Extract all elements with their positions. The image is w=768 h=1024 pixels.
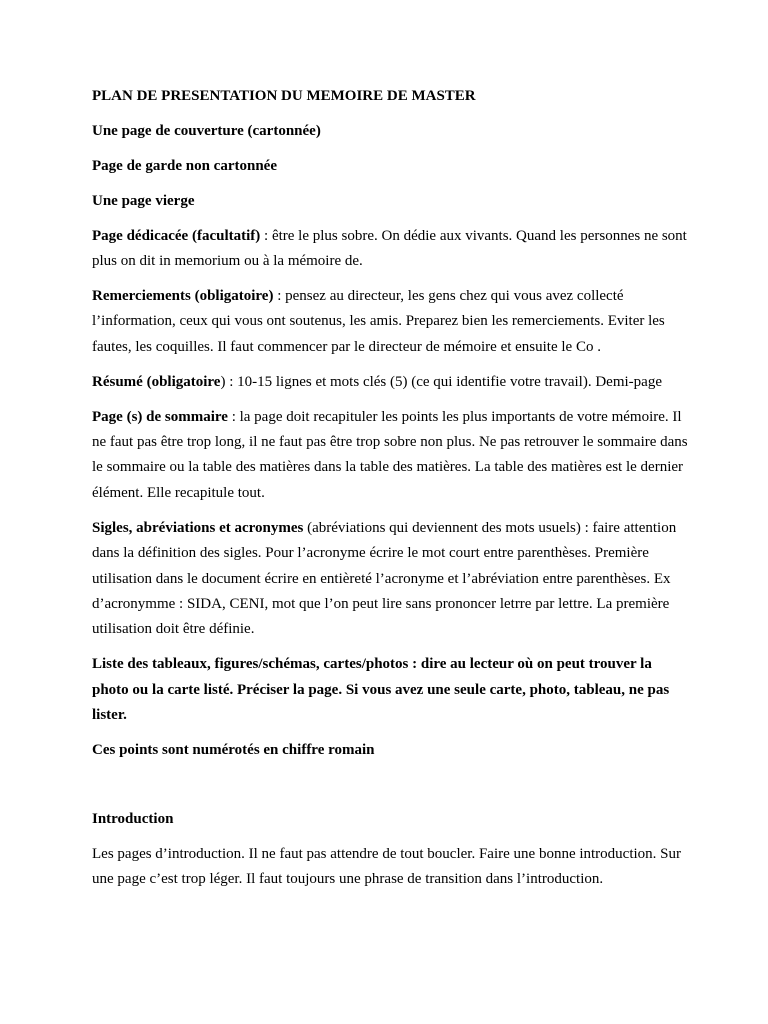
paragraph-sigles: [92, 516, 692, 643]
item-page-vierge: Une page vierge: [92, 192, 195, 209]
dedicace-text: : être le plus sobre. On dédie aux vivants. Quand les personnes ne sont plus on dit in memorium ou à la mémoire de.: [92, 227, 687, 270]
dedicace-heading: Page dédicacée (facultatif): [92, 227, 261, 244]
document-title: PLAN DE PRESENTATION DU MEMOIRE DE MASTER: [92, 88, 476, 104]
item-couverture: Une page de couverture (cartonnée): [92, 122, 321, 139]
sommaire-heading: Page (s) de sommaire: [92, 408, 228, 425]
item-page-de-garde: Page de garde non cartonnée: [92, 157, 277, 174]
sigles-heading: Sigles, abréviations et acronymes: [92, 519, 304, 536]
remerciements-text: : pensez au directeur, les gens chez qui vous avez collecté l’information, ceux qui vous ont soutenus, les amis. Preparez bien les remerciements. Eviter les fautes, les coquilles. Il faut commencer par le directeur de mémoire et ensuite le Co .: [92, 287, 665, 355]
section-spacer: [92, 773, 692, 807]
remerciements-heading: Remerciements (obligatoire): [92, 287, 274, 304]
introduction-heading: Introduction: [92, 810, 174, 827]
paragraph-dedicace: [92, 224, 692, 275]
resume-heading: Résumé (obligatoire: [92, 373, 221, 390]
sommaire-text: : la page doit recapituler les points les plus importants de votre mémoire. Il ne faut pas être trop long, il ne faut pas être trop sobre non plus. Ne pas retrouver le sommaire dans le sommaire ou la table des matières dans la table des matières. La table des matières est le dernier élément. Elle recapitule tout.: [92, 408, 688, 501]
sigles-text: (abréviations qui deviennent des mots usuels) : faire attention dans la définition des sigles. Pour l’acronyme écrire le mot court entre parenthèses. Première utilisation dans le document écrire en entièreté l’acronyme et l’abréviation entre parenthèses. Ex d’acronymme : SIDA, CENI, mot que l’on peut lire sans prononcer letrre par lettre. La première utilisation doit être définie.: [92, 519, 677, 638]
paragraph-numerotation: Ces points sont numérotés en chiffre romain: [92, 741, 375, 758]
paragraph-sommaire: [92, 405, 692, 507]
resume-text: ) : 10-15 lignes et mots clés (5) (ce qui identifie votre travail). Demi-page: [220, 373, 662, 390]
paragraph-remerciements: [92, 284, 692, 360]
document-page: [92, 84, 692, 902]
paragraph-introduction: Les pages d’introduction. Il ne faut pas attendre de tout boucler. Faire une bonne introduction. Sur une page c’est trop léger. Il faut toujours une phrase de transition dans l’introduction.: [92, 845, 682, 888]
paragraph-liste-tableaux: Liste des tableaux, figures/schémas, cartes/photos : dire au lecteur où on peut trouver la photo ou la carte listé. Préciser la page. Si vous avez une seule carte, photo, tableau, ne pas lister.: [92, 656, 670, 724]
paragraph-resume: [92, 370, 692, 395]
